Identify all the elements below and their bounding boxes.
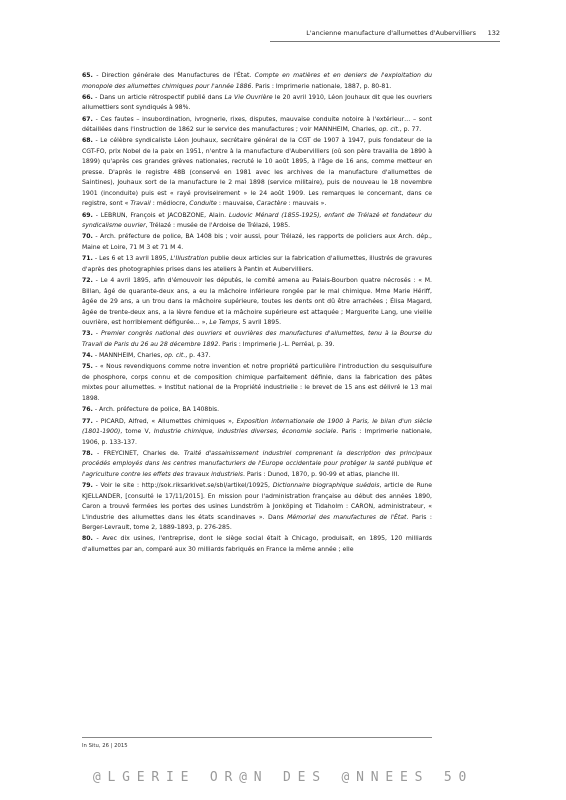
endnote-text: . Paris : Imprimerie J.-L. Perréal, p. 39.	[218, 340, 335, 348]
footer-citation: In Situ, 26 | 2015	[82, 743, 128, 749]
endnote	[82, 481, 432, 534]
endnote-text: , Trélazé : musée de l'Ardoise de Trélazé, 1985.	[145, 222, 291, 230]
endnote-number: 71.	[82, 255, 93, 263]
endnote	[82, 276, 432, 329]
endnote	[82, 417, 432, 449]
endnote	[82, 449, 432, 481]
endnote-text: - Arch. préfecture de police, BA 1408 bis ; voir aussi, pour Trélazé, les rapports de policiers aux Arch. dép., Maine et Loire, 71 M 3 et 71 M 4.	[82, 233, 432, 251]
endnote-italic-text: Dictionnaire biographique suédois	[272, 482, 380, 490]
endnote-italic-text: Mémorial des manufactures de l'État	[287, 513, 407, 521]
endnote	[82, 405, 432, 416]
endnote-italic-text: L'Illustration	[170, 255, 209, 263]
endnote-number: 75.	[82, 363, 93, 371]
endnote-text: . Paris : Berger-Levrault, tome 2, 1889-1893, p. 276-285.	[82, 513, 433, 532]
endnote-number: 65.	[82, 72, 93, 79]
endnote-text: - LEBRUN, François et JACOBZONE, Alain.	[92, 211, 229, 219]
endnote-text: - Arch. préfecture de police, BA 1408bis.	[92, 406, 220, 414]
endnote-text: : mauvais ».	[286, 200, 327, 208]
endnote-text: - Le 4 avril 1895, afin d'émouvoir les députés, le comité amena au Palais-Bourbon quatre nécrosés : « M. Billan, âgé de quarante-deux ans, a eu la mâchoire inférieure rongée par le mal chimique. Mme Marie Hériff, âgée de 29 ans, a un trou dans la mâchoire supérieure, toutes les dents ont dû être arrachées ; Élisa Magard, âgée de trente-deux ans, a la lèvre fendue et la mâchoire supérieure est attaquée ; Marguerite Lang, une vieille ouvrière, est horriblement défigurée… »,	[82, 277, 432, 327]
endnote	[82, 254, 432, 275]
endnote-text: le 20 avril 1910, Léon Jouhaux dit que les ouvriers allumettiers sont syndiqués à 98%.	[82, 93, 433, 112]
endnote-italic-text: Compte en matières et en deniers de l'exploitation du monopole des allumettes chimiques pour l'année 1886	[82, 72, 432, 90]
endnote	[82, 232, 432, 253]
endnote-text: - Voir le site : http://sok.riksarkivet.se/sbl/artikel/10925,	[92, 482, 273, 490]
running-header-title: L'ancienne manufacture d'allumettes d'Aubervilliers	[306, 29, 476, 37]
endnote-text: publie deux articles sur la fabrication d'allumettes, illustrés de gravures d'après des photographies prises dans les ateliers à Pantin et Aubervilliers.	[82, 255, 432, 273]
endnote-text: , p. 437.	[185, 352, 211, 360]
page-number: 132	[487, 29, 500, 37]
endnote-text: - PICARD, Alfred, « Allumettes chimiques »,	[92, 417, 237, 425]
footer-divider	[82, 737, 432, 738]
endnote-number: 76.	[82, 406, 93, 414]
endnote-text: - Direction générale des Manufactures de l'État.	[92, 72, 255, 79]
endnote-text: - Le célèbre syndicaliste Léon Jouhaux, secrétaire général de la CGT de 1907 à 1947, puis fondateur de la CGT-FO, prix Nobel de la paix en 1951, n'entre à la manufacture d'Aubervilliers (où son père travailla de 1890 à 1899) qu'après ces grandes grèves nationales, recruté le 10 août 1895, à l'âge de 16 ans, comme metteur en presse. D'après le registre 48B (conservé en 1981 avec les archives de la manufacture d'allumettes de Saintines), Jouhaux sort de la manufacture le 2 mai 1898 (service militaire), puis de nouveau le 18 novembre 1901 (inconduite) puis est « rayé proviseirement » le 24 août 1909. Les remarques le concernant, dans ce registre, sont «	[82, 137, 432, 208]
endnote-italic-text: op. cit.	[378, 126, 400, 134]
endnote-text: - Les 6 et 13 avril 1895,	[92, 255, 171, 263]
endnote-italic-text: Traité d'assainissement industriel comprenant la description des principaux procédés employés dans les centres manufacturiers de l'Europe occidentale pour protéger la santé publique et l'agriculture contre les effets des travaux industriels	[82, 449, 432, 478]
endnote-number: 67.	[82, 115, 93, 123]
endnote-number: 68.	[82, 137, 93, 145]
endnote-text: -	[92, 330, 101, 338]
endnotes-list	[82, 71, 432, 556]
endnote-number: 80.	[82, 535, 93, 543]
header-divider	[270, 41, 500, 42]
endnote-italic-text: Premier congrès national des ouvriers et ouvrières des manufactures d'allumettes, tenu à la Bourse du Travail de Paris du 26 au 28 décembre 1892	[82, 330, 432, 348]
endnote-number: 66.	[82, 93, 93, 101]
endnote-text: - « Nous revendiquons comme notre invention et notre propriété particulière l'introduction du sesquisulfure de phosphore, corps connu et de composition chimique parfaitement définie, dans la fabrication des pâtes mixtes pour allumettes. » Institut national de la Propriété industrielle : le brevet de 15 ans est délivré le 13 mai 1898.	[82, 363, 432, 402]
endnote-text: - Ces fautes – insubordination, ivrognerie, rixes, disputes, mauvaise conduite notoire à l'extérieur… – sont détaillées dans l'instruction de 1862 sur le service des manufactures ; voir MANNHEIM, Charles,	[82, 115, 432, 134]
endnote-number: 74.	[82, 352, 93, 360]
endnote-italic-text: Ludovic Ménard (1855-1925), enfant de Trélazé et fondateur du syndicalisme ouvrier	[82, 211, 432, 230]
endnote-number: 78.	[82, 449, 93, 457]
endnote-italic-text: Caractère	[256, 200, 287, 208]
endnote	[82, 534, 432, 555]
endnote-text: , p. 77.	[399, 126, 422, 134]
endnote-text: , article de Rune KJELLANDER, [consulté le 17/11/2015]. En mission pour l'administration française au début des années 1890, Caron a trouvé fermées les portes des usines Lundström à Jonköping et Tidaholm : CARON, administrateur, « L'industrie des allumettes dans les états scandinaves ». Dans	[82, 482, 432, 521]
endnote-italic-text: La Vie Ouvrière	[224, 93, 273, 101]
watermark: @LGERIE OR@N DES @NNEES 50	[92, 770, 474, 785]
endnote-italic-text: Industrie chimique, industries diverses, économie sociale	[153, 428, 337, 436]
endnote-number: 79.	[82, 482, 93, 490]
endnote-text: - FREYCINET, Charles de.	[92, 449, 184, 457]
endnote-number: 72.	[82, 277, 93, 285]
endnote-number: 69.	[82, 211, 93, 219]
endnote-italic-text: op. cit.	[164, 352, 186, 360]
endnote-text: : médiocre,	[150, 200, 190, 208]
endnote-text: . Paris : Imprimerie nationale, 1887, p. 80-81.	[251, 82, 392, 90]
endnote-text: , tome V,	[120, 428, 154, 436]
endnote	[82, 115, 432, 136]
endnote-text: . Paris : Imprimerie nationale, 1906, p. 133-137.	[82, 428, 432, 446]
endnote	[82, 362, 432, 404]
endnote-italic-text: Travail	[130, 200, 151, 208]
endnote	[82, 71, 432, 92]
endnote-number: 73.	[82, 330, 93, 338]
endnote-italic-text: Conduite	[189, 200, 217, 208]
endnote-number: 70.	[82, 233, 93, 241]
endnote-text: - MANNHEIM, Charles,	[92, 352, 165, 360]
endnote-text: : mauvaise,	[216, 200, 257, 208]
endnote-number: 77.	[82, 417, 93, 425]
endnote	[82, 93, 432, 114]
endnote	[82, 211, 432, 232]
endnote-text: . Paris : Dunod, 1870, p. 90-99 et atlas, planche III.	[243, 470, 400, 478]
endnote-text: - Dans un article rétrospectif publié dans	[92, 93, 225, 101]
endnote	[82, 351, 432, 362]
endnote-italic-text: Le Temps	[209, 319, 239, 327]
endnote-italic-text: Exposition internationale de 1900 à Paris, le bilan d'un siècle (1801-1900)	[82, 417, 432, 436]
endnote-text: - Avec dix usines, l'entreprise, dont le siège social était à Chicago, produisait, en 1895, 120 milliards d'allumettes par an, comparé aux 30 milliards fabriqués en France la même année ; elle	[82, 535, 432, 553]
endnote-text: , 5 avril 1895.	[238, 319, 282, 327]
endnote	[82, 136, 432, 210]
running-header	[0, 0, 566, 46]
endnote	[82, 329, 432, 350]
